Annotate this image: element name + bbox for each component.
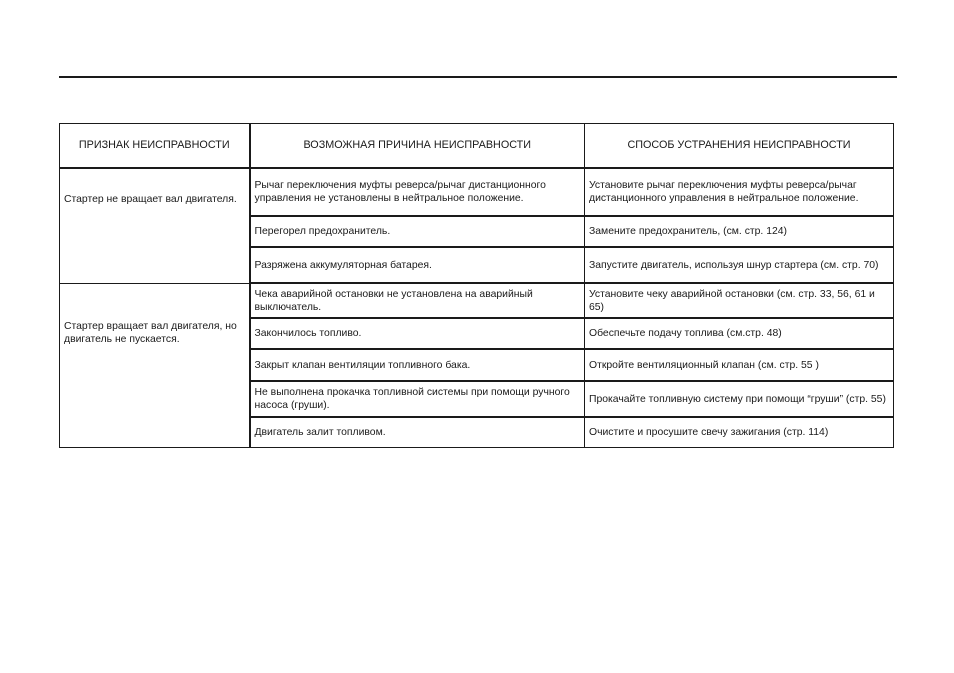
remedy-cell: Прокачайте топливную систему при помощи “груши” (стр. 55) — [585, 381, 894, 417]
cause-cell: Закрыт клапан вентиляции топливного бака. — [250, 349, 585, 381]
header-remedy: СПОСОБ УСТРАНЕНИЯ НЕИСПРАВНОСТИ — [585, 124, 894, 169]
table-row — [60, 283, 894, 318]
remedy-cell: Откройте вентиляционный клапан (см. стр. 55 ) — [585, 349, 894, 381]
remedy-cell: Обеспечьте подачу топлива (см.стр. 48) — [585, 318, 894, 349]
header-cause: ВОЗМОЖНАЯ ПРИЧИНА НЕИСПРАВНОСТИ — [250, 124, 585, 169]
cause-cell: Двигатель залит топливом. — [250, 417, 585, 448]
remedy-cell: Замените предохранитель, (см. стр. 124) — [585, 216, 894, 247]
cause-cell: Чека аварийной остановки не установлена на аварийный выключатель. — [250, 283, 585, 318]
remedy-cell: Установите чеку аварийной остановки (см. стр. 33, 56, 61 и 65) — [585, 283, 894, 318]
header-symptom: ПРИЗНАК НЕИСПРАВНОСТИ — [60, 124, 250, 169]
remedy-cell: Установите рычаг переключения муфты реверса/рычаг дистанционного управления в нейтральное положение. — [585, 168, 894, 216]
cause-cell: Перегорел предохранитель. — [250, 216, 585, 247]
cause-cell: Разряжена аккумуляторная батарея. — [250, 247, 585, 283]
cause-cell: Рычаг переключения муфты реверса/рычаг дистанционного управления не установлены в нейтральное положение. — [250, 168, 585, 216]
symptom-cell: Стартер не вращает вал двигателя. — [60, 168, 250, 283]
cause-cell: Не выполнена прокачка топливной системы при помощи ручного насоса (груши). — [250, 381, 585, 417]
table-header-row — [60, 124, 894, 169]
remedy-cell: Очистите и просушите свечу зажигания (стр. 114) — [585, 417, 894, 448]
table-row — [60, 168, 894, 216]
top-rule — [59, 76, 897, 78]
troubleshooting-table — [59, 123, 894, 448]
cause-cell: Закончилось топливо. — [250, 318, 585, 349]
remedy-cell: Запустите двигатель, используя шнур стартера (см. стр. 70) — [585, 247, 894, 283]
symptom-cell: Стартер вращает вал двигателя, но двигатель не пускается. — [60, 283, 250, 448]
